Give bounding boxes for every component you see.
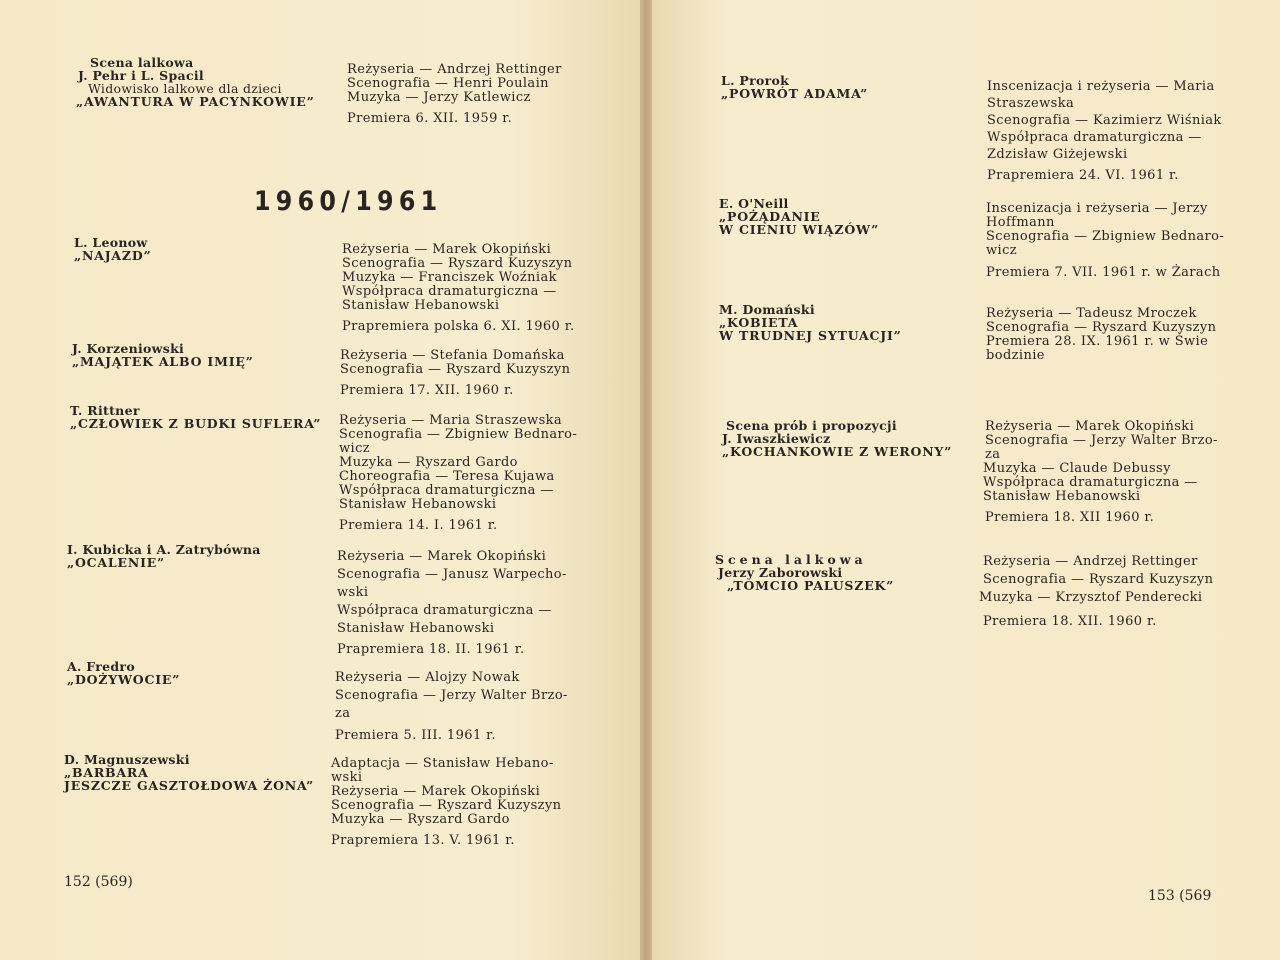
credit-line: Scenografia — Jerzy Walter Brzo- bbox=[335, 688, 568, 703]
credit-line: Reżyseria — Andrzej Rettinger bbox=[983, 554, 1198, 569]
credit-line: Scenografia — Kazimierz Wiśniak bbox=[987, 113, 1222, 128]
credits-block bbox=[979, 553, 1214, 631]
genre-note: Widowisko lalkowe dla dzieci bbox=[88, 81, 282, 96]
play-title: „CZŁOWIEK Z BUDKI SUFLERA” bbox=[70, 416, 322, 431]
author: E. O'Neill bbox=[719, 196, 789, 211]
credit-line: Reżyseria — Marek Okopiński bbox=[337, 549, 547, 564]
credit-line: Współpraca dramaturgiczna — bbox=[983, 475, 1198, 490]
play-title: „BARBARA bbox=[64, 765, 149, 780]
credits-block bbox=[331, 757, 561, 848]
play-title: „DOŻYWOCIE” bbox=[67, 672, 181, 687]
play-title: „POWRÓT ADAMA” bbox=[721, 86, 869, 101]
credit-line: Współpraca dramaturgiczna — bbox=[339, 483, 554, 498]
season-heading: 1960/1961 bbox=[254, 186, 443, 217]
credits-block bbox=[986, 202, 1224, 280]
credit-line: Muzyka — Ryszard Gardo bbox=[331, 812, 510, 827]
stage-label: Scena lalkowa bbox=[90, 55, 194, 70]
credit-line: Adaptacja — Stanisław Hebano- bbox=[331, 756, 554, 771]
play-title: „OCALENIE” bbox=[67, 555, 166, 570]
credit-line: Muzyka — Jerzy Katlewicz bbox=[347, 90, 531, 105]
play-title: W TRUDNEJ SYTUACJI” bbox=[719, 328, 902, 343]
credit-line: wicz bbox=[986, 243, 1018, 258]
credit-line: Reżyseria — Andrzej Rettinger bbox=[347, 62, 562, 77]
premiere-line: Premiera 18. XII. 1960 r. bbox=[983, 614, 1157, 629]
premiere-line: Premiera 6. XII. 1959 r. bbox=[347, 111, 512, 126]
play-title: „AWANTURA W PACYNKOWIE” bbox=[76, 94, 315, 109]
credit-line: Scenografia — Ryszard Kuzyszyn bbox=[983, 572, 1214, 587]
credits-block bbox=[339, 414, 577, 533]
credit-line: Muzyka — Krzysztof Penderecki bbox=[979, 590, 1203, 605]
credit-line: Współpraca dramaturgiczna — bbox=[337, 603, 552, 618]
credit-line: Premiera 28. IX. 1961 r. w Świe bbox=[986, 334, 1209, 349]
author: I. Kubicka i A. Zatrybówna bbox=[67, 542, 261, 557]
credit-line: Stanisław Hebanowski bbox=[337, 621, 495, 636]
author: L. Prorok bbox=[721, 73, 790, 88]
stage-label: Scena prób i propozycji bbox=[726, 418, 897, 433]
play-title: „TOMCIO PALUSZEK” bbox=[727, 578, 895, 593]
page-number: 152 (569) bbox=[64, 874, 133, 890]
credit-line: Inscenizacja i reżyseria — Maria bbox=[987, 79, 1215, 94]
play-title: „NAJAZD” bbox=[74, 248, 152, 263]
book-gutter bbox=[640, 0, 652, 960]
play-title: „KOBIETA bbox=[719, 315, 799, 330]
credit-line: Scenografia — Jerzy Walter Brzo- bbox=[985, 433, 1218, 448]
author: M. Domański bbox=[719, 302, 815, 317]
play-title-block bbox=[72, 342, 254, 368]
credit-line: Muzyka — Ryszard Gardo bbox=[339, 455, 518, 470]
credit-line: Scenografia — Ryszard Kuzyszyn bbox=[340, 362, 571, 377]
page-number: 153 (569 bbox=[1148, 888, 1212, 904]
credit-line: Zdzisław Giżejewski bbox=[987, 147, 1128, 162]
play-title-block bbox=[719, 303, 902, 342]
author: T. Rittner bbox=[70, 403, 140, 418]
credit-line: Straszewska bbox=[987, 96, 1075, 111]
credit-line: wski bbox=[337, 585, 369, 600]
credits-block bbox=[337, 548, 567, 659]
author: Jerzy Zaborowski bbox=[718, 565, 843, 580]
credit-line: Scenografia — Zbigniew Bednaro- bbox=[339, 427, 578, 442]
play-title: „KOCHANKOWIE Z WERONY” bbox=[722, 444, 953, 459]
credit-line: Współpraca dramaturgiczna — bbox=[342, 284, 557, 299]
play-title-block bbox=[74, 236, 151, 262]
credit-line: Scenografia — Ryszard Kuzyszyn bbox=[342, 256, 573, 271]
credit-line: Hoffmann bbox=[986, 215, 1055, 230]
credit-line: za bbox=[335, 706, 351, 721]
credit-line: Inscenizacja i reżyseria — Jerzy bbox=[986, 201, 1208, 216]
play-title-block bbox=[67, 660, 180, 686]
play-title: W CIENIU WIĄZÓW” bbox=[719, 222, 880, 237]
credit-line: Reżyseria — Marek Okopiński bbox=[331, 784, 541, 799]
credit-line: bodzinie bbox=[986, 348, 1045, 363]
play-title-block bbox=[70, 404, 321, 430]
credit-line: Scenografia — Janusz Warpecho- bbox=[337, 567, 567, 582]
premiere-line: Prapremiera 18. II. 1961 r. bbox=[337, 642, 525, 657]
credit-line: Reżyseria — Marek Okopiński bbox=[342, 242, 552, 257]
play-title-block bbox=[64, 753, 314, 792]
credits-block bbox=[335, 669, 568, 745]
play-title: JESZCZE GASZTOŁDOWA ŻONA” bbox=[64, 778, 314, 793]
author: D. Magnuszewski bbox=[64, 752, 190, 767]
right-page bbox=[652, 0, 1280, 960]
credit-line: Muzyka — Franciszek Woźniak bbox=[342, 270, 557, 285]
credit-line: Stanisław Hebanowski bbox=[339, 497, 497, 512]
play-title: „POŻĄDANIE bbox=[719, 209, 821, 224]
credit-line: Stanisław Hebanowski bbox=[342, 298, 500, 313]
premiere-line: Premiera 14. I. 1961 r. bbox=[339, 518, 498, 533]
author: J. Iwaszkiewicz bbox=[722, 431, 831, 446]
credits-block bbox=[987, 78, 1222, 184]
credit-line: Współpraca dramaturgiczna — bbox=[987, 130, 1202, 145]
premiere-line: Prapremiera 24. VI. 1961 r. bbox=[987, 168, 1179, 183]
credit-line: za bbox=[985, 447, 1001, 462]
credit-line: wski bbox=[331, 770, 363, 785]
credits-block bbox=[340, 349, 570, 398]
credit-line: Reżyseria — Maria Straszewska bbox=[339, 413, 563, 428]
author: A. Fredro bbox=[67, 659, 135, 674]
play-title: „MAJĄTEK ALBO IMIĘ” bbox=[72, 354, 254, 369]
credit-line: Scenografia — Ryszard Kuzyszyn bbox=[331, 798, 562, 813]
credit-line: Scenografia — Ryszard Kuzyszyn bbox=[986, 320, 1217, 335]
credits-block bbox=[347, 63, 562, 126]
credits-block bbox=[342, 243, 574, 334]
play-title-block bbox=[715, 553, 894, 592]
premiere-line: Premiera 18. XII 1960 r. bbox=[985, 510, 1155, 525]
premiere-line: Premiera 17. XII. 1960 r. bbox=[340, 383, 514, 398]
credit-line: Reżyseria — Stefania Domańska bbox=[340, 348, 565, 363]
author: L. Leonow bbox=[74, 235, 148, 250]
credit-line: Reżyseria — Tadeusz Mroczek bbox=[986, 306, 1197, 321]
credit-line: wicz bbox=[339, 441, 371, 456]
credit-line: Scenografia — Zbigniew Bednaro- bbox=[986, 229, 1225, 244]
premiere-line: Premiera 5. III. 1961 r. bbox=[335, 728, 496, 743]
play-title-block bbox=[721, 74, 868, 100]
play-title-block bbox=[76, 56, 326, 108]
premiere-line: Prapremiera 13. V. 1961 r. bbox=[331, 833, 515, 848]
author: J. Korzeniowski bbox=[72, 341, 185, 356]
premiere-line: Prapremiera polska 6. XI. 1960 r. bbox=[342, 319, 575, 334]
credit-line: Choreografia — Teresa Kujawa bbox=[339, 469, 555, 484]
credits-block bbox=[986, 307, 1216, 363]
credit-line: Scenografia — Henri Poulain bbox=[347, 76, 549, 91]
credit-line: Muzyka — Claude Debussy bbox=[983, 461, 1171, 476]
credit-line: Reżyseria — Alojzy Nowak bbox=[335, 670, 520, 685]
premiere-line: Premiera 7. VII. 1961 r. w Żarach bbox=[986, 265, 1221, 280]
credit-line: Stanisław Hebanowski bbox=[983, 489, 1141, 504]
stage-label: Scena lalkowa bbox=[715, 552, 867, 567]
credits-block bbox=[985, 420, 1218, 525]
credit-line: Reżyseria — Marek Okopiński bbox=[985, 419, 1195, 434]
play-title-block bbox=[67, 543, 261, 569]
author: J. Pehr i L. Spacil bbox=[78, 68, 204, 83]
play-title-block bbox=[722, 419, 952, 458]
play-title-block bbox=[719, 197, 879, 236]
